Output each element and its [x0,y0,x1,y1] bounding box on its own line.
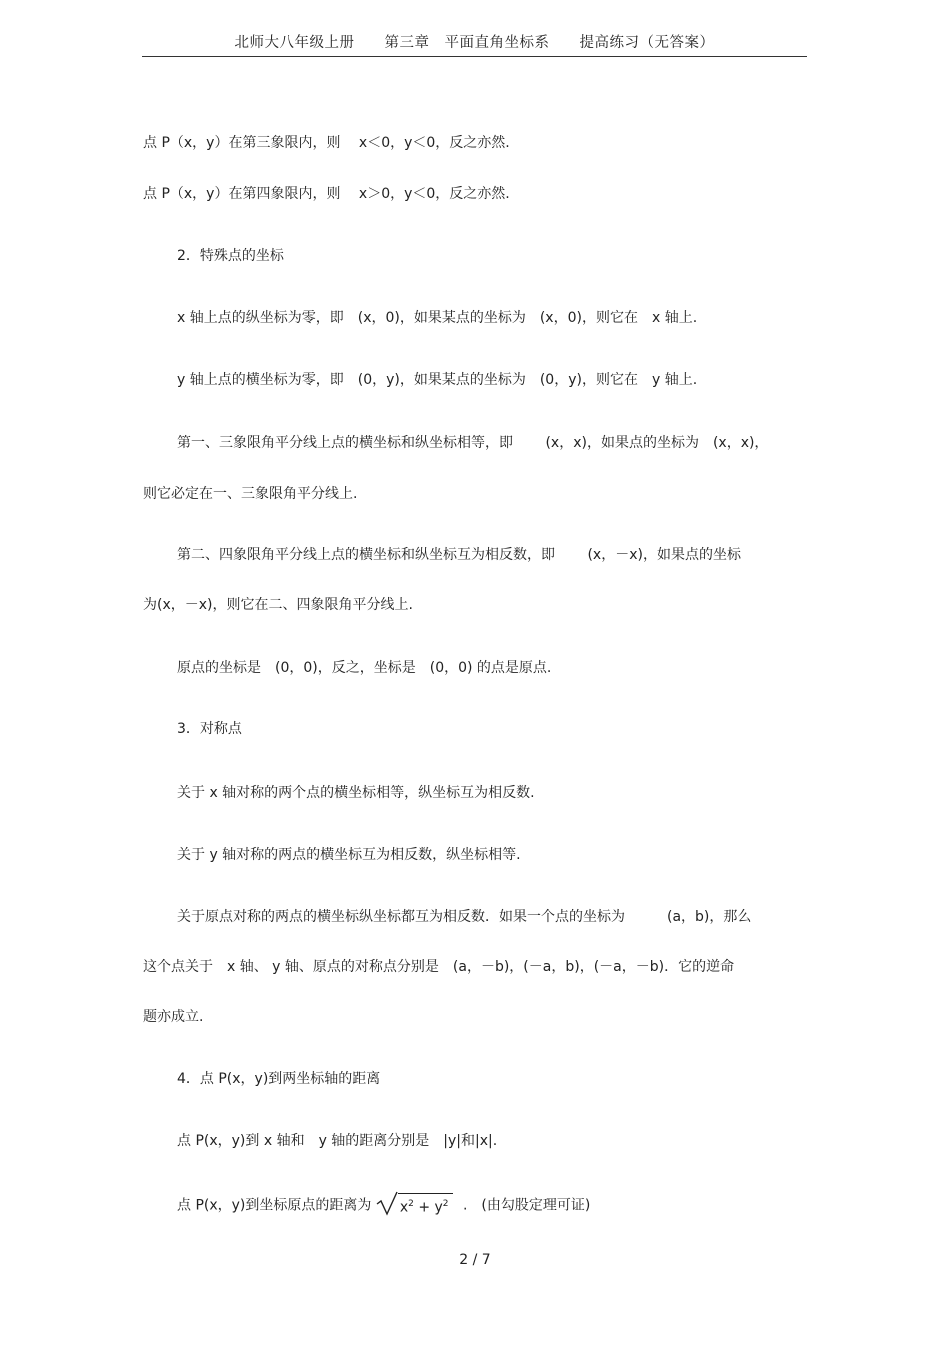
bisector-13-line-1: 第一、三象限角平分线上点的横坐标和纵坐标相等，即 (x，x)，如果点的坐标为 (x，x)， [177,435,769,451]
radicand-x: x [399,1199,409,1216]
radical-sign-icon [376,1187,398,1217]
page-header: 北师大八年级上册 第三章 平面直角坐标系 提高练习（无答案） [142,30,807,57]
y-axis-rule: y 轴上点的横坐标为零，即 (0，y)，如果某点的坐标为 (0，y)，则它在 y 轴上. [177,372,698,388]
origin-rule: 原点的坐标是 (0，0)，反之，坐标是 (0，0) 的点是原点. [177,660,552,676]
radicand [398,1193,453,1218]
sqrt-expression [398,1193,453,1218]
axis-distance-rule: 点 P(x，y)到 x 轴和 y 轴的距离分别是 |y|和|x|. [177,1133,498,1149]
exponent-x: 2 [408,1199,414,1209]
origin-distance-rule [177,1193,590,1218]
bisector-13-line-2: 则它必定在一、三象限角平分线上. [143,486,358,502]
quadrant-4-rule: 点 P（x，y）在第四象限内，则 x＞0，y＜0，反之亦然. [143,186,510,202]
origin-distance-text: 点 P(x，y)到坐标原点的距离为 [177,1197,372,1214]
exponent-y: 2 [442,1199,449,1209]
section-2-heading: 2．特殊点的坐标 [177,248,284,264]
bisector-24-line-1: 第二、四象限角平分线上点的横坐标和纵坐标互为相反数，即 (x，－x)，如果点的坐标 [177,547,741,563]
symmetry-origin-line-2: 这个点关于 x 轴、 y 轴、原点的对称点分别是 (a，－b)，(－a，b)，(－a，－b)．它的逆命 [143,959,735,975]
symmetry-origin-line-3: 题亦成立. [143,1009,204,1025]
section-3-heading: 3．对称点 [177,721,242,737]
proof-note: . (由勾股定理可证) [462,1197,591,1214]
symmetry-x-rule: 关于 x 轴对称的两个点的横坐标相等，纵坐标互为相反数. [177,785,535,801]
quadrant-3-rule: 点 P（x，y）在第三象限内，则 x＜0，y＜0，反之亦然. [143,135,510,151]
x-axis-rule: x 轴上点的纵坐标为零，即 (x，0)，如果某点的坐标为 (x，0)，则它在 x 轴上. [177,310,698,326]
symmetry-y-rule: 关于 y 轴对称的两点的横坐标互为相反数，纵坐标相等. [177,847,521,863]
bisector-24-line-2: 为(x，－x)，则它在二、四象限角平分线上. [143,597,413,613]
radicand-plus-y: + y [413,1199,443,1216]
symmetry-origin-line-1: 关于原点对称的两点的横坐标纵坐标都互为相反数．如果一个点的坐标为 (a，b)，那么 [177,909,752,925]
page-number: 2 / 7 [459,1252,491,1268]
section-4-heading: 4．点 P(x，y)到两坐标轴的距离 [177,1071,381,1087]
